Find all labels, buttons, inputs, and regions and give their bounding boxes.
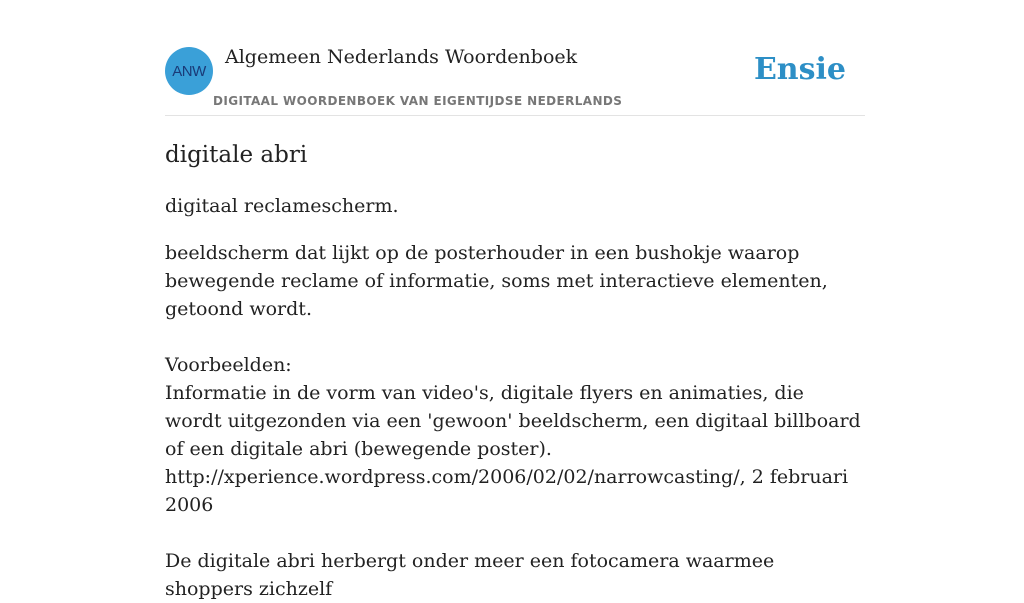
short-definition: digitaal reclamescherm. bbox=[165, 195, 399, 217]
example-text-2: De digitale abri herbergt onder meer een fotocamera waarmee shoppers zichzelf bbox=[165, 550, 775, 600]
anw-logo[interactable] bbox=[165, 47, 213, 95]
dictionary-subtitle: DIGITAAL WOORDENBOEK VAN EIGENTIJDSE NEDERLANDS bbox=[213, 94, 623, 108]
anw-logo-text: ANW bbox=[172, 62, 206, 80]
entry-title: digitale abri bbox=[165, 142, 308, 168]
example-source bbox=[165, 463, 865, 519]
examples-label: Voorbeelden: bbox=[165, 354, 292, 376]
example-source-link[interactable]: http://xperience.wordpress.com/2006/02/02/narrowcasting/, 2 februari 2006 bbox=[165, 466, 849, 516]
content-column bbox=[165, 0, 865, 603]
ensie-logo[interactable]: Ensie bbox=[753, 52, 846, 87]
long-definition: beeldscherm dat lijkt op de posterhouder in een bushokje waarop bewegende reclame of informatie, soms met interactieve elementen, getoond wordt. bbox=[165, 242, 828, 320]
dictionary-title[interactable]: Algemeen Nederlands Woordenboek bbox=[225, 46, 578, 68]
site-header bbox=[165, 0, 865, 116]
example-text: Informatie in de vorm van video's, digitale flyers en animaties, die wordt uitgezonden via een 'gewoon' beeldscherm, een digitaal billboard of een digitale abri (bewegende poster). bbox=[165, 382, 861, 460]
